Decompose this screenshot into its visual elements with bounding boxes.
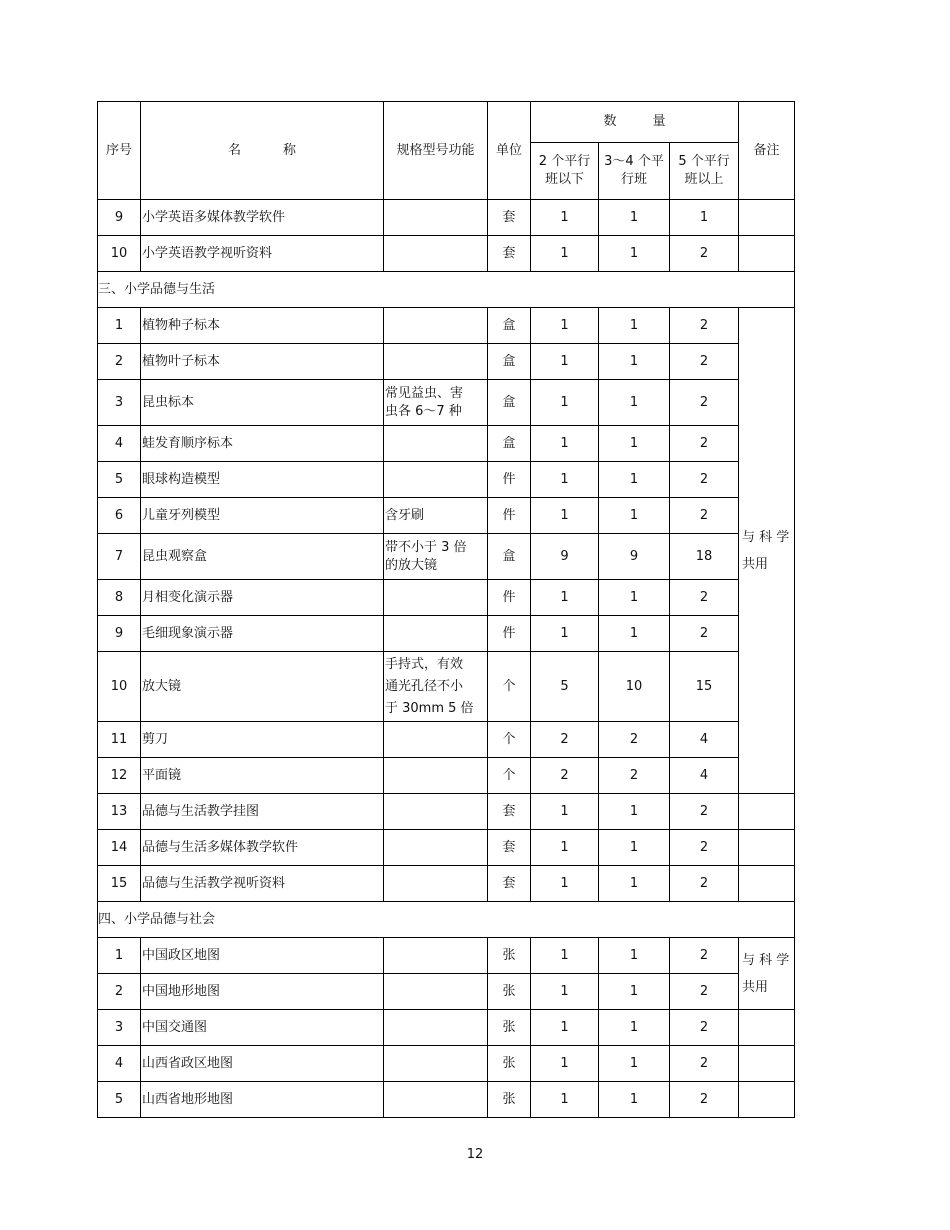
cell-seq: 2 — [98, 974, 141, 1010]
cell-remark — [739, 1046, 795, 1082]
cell-q1: 1 — [531, 236, 599, 272]
cell-seq: 9 — [98, 616, 141, 652]
cell-q1: 1 — [531, 1046, 599, 1082]
cell-unit: 张 — [488, 974, 531, 1010]
cell-seq: 14 — [98, 830, 141, 866]
remark-line-b: 共用 — [742, 556, 769, 572]
header-name-a: 名 — [227, 142, 241, 158]
header-unit: 单位 — [488, 102, 531, 200]
cell-q2: 1 — [599, 200, 670, 236]
cell-name: 中国地形地图 — [141, 974, 384, 1010]
cell-spec — [384, 722, 488, 758]
cell-q2: 1 — [599, 462, 670, 498]
cell-q1: 1 — [531, 580, 599, 616]
cell-name: 植物叶子标本 — [141, 344, 384, 380]
cell-q3: 4 — [670, 758, 739, 794]
table-row — [98, 462, 795, 498]
cell-q3: 1 — [670, 200, 739, 236]
cell-seq: 4 — [98, 1046, 141, 1082]
cell-remark-shared — [739, 308, 795, 794]
cell-spec — [384, 534, 488, 580]
table-row — [98, 722, 795, 758]
cell-q3: 2 — [670, 1046, 739, 1082]
cell-q3: 2 — [670, 830, 739, 866]
section-row — [98, 902, 795, 938]
cell-q3: 2 — [670, 616, 739, 652]
cell-seq: 1 — [98, 308, 141, 344]
cell-name: 儿童牙列模型 — [141, 498, 384, 534]
header-col3-b: 班以上 — [684, 172, 724, 187]
table-row — [98, 534, 795, 580]
cell-name: 剪刀 — [141, 722, 384, 758]
table-row — [98, 1010, 795, 1046]
cell-q1: 1 — [531, 462, 599, 498]
cell-q2: 1 — [599, 580, 670, 616]
header-seq: 序号 — [98, 102, 141, 200]
cell-unit: 个 — [488, 652, 531, 722]
cell-name: 植物种子标本 — [141, 308, 384, 344]
cell-name: 品德与生活多媒体教学软件 — [141, 830, 384, 866]
header-col2-a: 3～4 个平 — [604, 154, 664, 169]
cell-name: 毛细现象演示器 — [141, 616, 384, 652]
cell-spec — [384, 236, 488, 272]
header-col1-a: 2 个平行 — [538, 154, 591, 169]
cell-q2: 1 — [599, 830, 670, 866]
cell-unit: 张 — [488, 1010, 531, 1046]
cell-name: 眼球构造模型 — [141, 462, 384, 498]
cell-spec — [384, 974, 488, 1010]
cell-q2: 9 — [599, 534, 670, 580]
cell-name: 山西省政区地图 — [141, 1046, 384, 1082]
header-col2 — [599, 143, 670, 200]
spec-line: 带不小于 3 倍 — [385, 539, 467, 555]
cell-name: 昆虫标本 — [141, 380, 384, 426]
cell-q1: 1 — [531, 1082, 599, 1118]
cell-unit: 张 — [488, 1046, 531, 1082]
cell-spec — [384, 652, 488, 722]
cell-unit: 套 — [488, 866, 531, 902]
header-qty-a: 数 — [603, 114, 617, 129]
cell-remark — [739, 1010, 795, 1046]
cell-q1: 5 — [531, 652, 599, 722]
cell-unit: 件 — [488, 462, 531, 498]
cell-remark — [739, 1082, 795, 1118]
spec-line: 于 30mm 5 倍 — [385, 700, 474, 716]
cell-q2: 1 — [599, 380, 670, 426]
table-row — [98, 830, 795, 866]
cell-seq: 11 — [98, 722, 141, 758]
header-qty — [531, 102, 739, 143]
spec-line: 常见益虫、害 — [385, 385, 464, 401]
header-col1-b: 班以下 — [544, 172, 584, 187]
cell-q1: 1 — [531, 866, 599, 902]
cell-q1: 1 — [531, 426, 599, 462]
table-row — [98, 974, 795, 1010]
cell-remark — [739, 866, 795, 902]
cell-seq: 7 — [98, 534, 141, 580]
table-row — [98, 426, 795, 462]
cell-unit: 盒 — [488, 308, 531, 344]
cell-spec — [384, 580, 488, 616]
cell-q3: 2 — [670, 426, 739, 462]
cell-spec: 含牙刷 — [384, 498, 488, 534]
table-row — [98, 380, 795, 426]
cell-remark — [739, 830, 795, 866]
section-title: 四、小学品德与社会 — [98, 902, 795, 938]
cell-seq: 10 — [98, 236, 141, 272]
header-col2-b: 行班 — [620, 172, 647, 187]
cell-spec — [384, 1082, 488, 1118]
cell-q1: 1 — [531, 1010, 599, 1046]
cell-unit: 件 — [488, 580, 531, 616]
table-row — [98, 580, 795, 616]
cell-unit: 套 — [488, 200, 531, 236]
cell-seq: 5 — [98, 1082, 141, 1118]
cell-q1: 1 — [531, 308, 599, 344]
header-remark: 备注 — [739, 102, 795, 200]
table-row — [98, 344, 795, 380]
cell-spec — [384, 616, 488, 652]
cell-spec — [384, 1010, 488, 1046]
cell-seq: 3 — [98, 380, 141, 426]
cell-q2: 2 — [599, 758, 670, 794]
table-row — [98, 758, 795, 794]
cell-spec — [384, 758, 488, 794]
cell-q1: 1 — [531, 380, 599, 426]
cell-unit: 套 — [488, 830, 531, 866]
cell-q2: 1 — [599, 1082, 670, 1118]
cell-unit: 套 — [488, 794, 531, 830]
cell-q3: 18 — [670, 534, 739, 580]
cell-seq: 3 — [98, 1010, 141, 1046]
cell-q2: 10 — [599, 652, 670, 722]
spec-line: 手持式，有效 — [385, 656, 464, 672]
cell-q3: 15 — [670, 652, 739, 722]
cell-name: 平面镜 — [141, 758, 384, 794]
cell-seq: 4 — [98, 426, 141, 462]
table-row — [98, 1046, 795, 1082]
spec-line: 通光孔径不小 — [385, 678, 464, 694]
cell-name: 品德与生活教学视听资料 — [141, 866, 384, 902]
cell-spec — [384, 200, 488, 236]
cell-q1: 1 — [531, 344, 599, 380]
cell-q3: 2 — [670, 938, 739, 974]
cell-q2: 1 — [599, 308, 670, 344]
cell-q2: 1 — [599, 1046, 670, 1082]
cell-q1: 1 — [531, 200, 599, 236]
cell-unit: 个 — [488, 758, 531, 794]
header-name-b: 称 — [283, 142, 297, 158]
cell-q1: 1 — [531, 938, 599, 974]
cell-unit: 盒 — [488, 534, 531, 580]
cell-spec — [384, 380, 488, 426]
cell-spec — [384, 938, 488, 974]
cell-q3: 2 — [670, 794, 739, 830]
cell-spec — [384, 462, 488, 498]
cell-q2: 1 — [599, 1010, 670, 1046]
cell-q1: 9 — [531, 534, 599, 580]
cell-unit: 套 — [488, 236, 531, 272]
cell-q3: 4 — [670, 722, 739, 758]
equipment-table — [97, 101, 795, 1118]
cell-unit: 张 — [488, 1082, 531, 1118]
table-row — [98, 938, 795, 974]
cell-unit: 盒 — [488, 344, 531, 380]
cell-q2: 1 — [599, 794, 670, 830]
cell-q3: 2 — [670, 462, 739, 498]
cell-q2: 1 — [599, 236, 670, 272]
cell-q1: 2 — [531, 722, 599, 758]
cell-q2: 1 — [599, 866, 670, 902]
cell-q3: 2 — [670, 1010, 739, 1046]
cell-remark-shared — [739, 938, 795, 1010]
cell-remark — [739, 236, 795, 272]
cell-spec — [384, 830, 488, 866]
cell-spec — [384, 426, 488, 462]
table-row — [98, 236, 795, 272]
cell-name: 昆虫观察盒 — [141, 534, 384, 580]
cell-spec — [384, 866, 488, 902]
cell-q2: 1 — [599, 616, 670, 652]
cell-q3: 2 — [670, 974, 739, 1010]
cell-name: 蛙发育顺序标本 — [141, 426, 384, 462]
cell-seq: 1 — [98, 938, 141, 974]
section-row — [98, 272, 795, 308]
cell-name: 山西省地形地图 — [141, 1082, 384, 1118]
remark-line-a: 与 科 学 — [742, 529, 790, 545]
cell-q3: 2 — [670, 1082, 739, 1118]
table-row — [98, 308, 795, 344]
cell-seq: 6 — [98, 498, 141, 534]
cell-q1: 1 — [531, 498, 599, 534]
table-row — [98, 866, 795, 902]
cell-name: 月相变化演示器 — [141, 580, 384, 616]
cell-seq: 13 — [98, 794, 141, 830]
table-row — [98, 1082, 795, 1118]
cell-unit: 件 — [488, 498, 531, 534]
cell-q2: 1 — [599, 426, 670, 462]
table-row — [98, 616, 795, 652]
cell-seq: 12 — [98, 758, 141, 794]
cell-remark — [739, 794, 795, 830]
header-col1 — [531, 143, 599, 200]
table-row — [98, 200, 795, 236]
cell-name: 小学英语多媒体教学软件 — [141, 200, 384, 236]
cell-spec — [384, 794, 488, 830]
section-title: 三、小学品德与生活 — [98, 272, 795, 308]
table-row — [98, 794, 795, 830]
remark-line-a: 与 科 学 — [742, 952, 790, 968]
cell-unit: 件 — [488, 616, 531, 652]
table-row — [98, 498, 795, 534]
cell-q3: 2 — [670, 580, 739, 616]
cell-q2: 2 — [599, 722, 670, 758]
cell-spec — [384, 1046, 488, 1082]
cell-q3: 2 — [670, 308, 739, 344]
cell-seq: 2 — [98, 344, 141, 380]
cell-spec — [384, 308, 488, 344]
cell-seq: 5 — [98, 462, 141, 498]
cell-name: 中国交通图 — [141, 1010, 384, 1046]
cell-q3: 2 — [670, 344, 739, 380]
cell-q2: 1 — [599, 498, 670, 534]
cell-q3: 2 — [670, 498, 739, 534]
page-number: 12 — [466, 1147, 484, 1162]
cell-name: 放大镜 — [141, 652, 384, 722]
cell-q1: 1 — [531, 974, 599, 1010]
cell-name: 小学英语教学视听资料 — [141, 236, 384, 272]
header-col3 — [670, 143, 739, 200]
cell-spec — [384, 344, 488, 380]
cell-unit: 盒 — [488, 380, 531, 426]
remark-line-b: 共用 — [742, 979, 769, 995]
cell-unit: 张 — [488, 938, 531, 974]
header-row-top — [98, 102, 795, 143]
cell-q2: 1 — [599, 344, 670, 380]
header-col3-a: 5 个平行 — [678, 154, 730, 169]
header-spec: 规格型号功能 — [384, 102, 488, 200]
cell-seq: 8 — [98, 580, 141, 616]
header-name — [141, 102, 384, 200]
cell-remark — [739, 200, 795, 236]
cell-q2: 1 — [599, 938, 670, 974]
cell-unit: 盒 — [488, 426, 531, 462]
cell-q1: 2 — [531, 758, 599, 794]
table-row — [98, 652, 795, 722]
cell-name: 品德与生活教学挂图 — [141, 794, 384, 830]
cell-q1: 1 — [531, 616, 599, 652]
cell-seq: 10 — [98, 652, 141, 722]
cell-unit: 个 — [488, 722, 531, 758]
cell-q3: 2 — [670, 866, 739, 902]
cell-q1: 1 — [531, 830, 599, 866]
spec-line: 虫各 6～7 种 — [385, 403, 462, 419]
header-qty-b: 量 — [652, 114, 666, 129]
cell-q3: 2 — [670, 236, 739, 272]
cell-name: 中国政区地图 — [141, 938, 384, 974]
spec-line: 的放大镜 — [385, 557, 438, 573]
cell-seq: 9 — [98, 200, 141, 236]
cell-q3: 2 — [670, 380, 739, 426]
cell-q1: 1 — [531, 794, 599, 830]
cell-q2: 1 — [599, 974, 670, 1010]
cell-seq: 15 — [98, 866, 141, 902]
